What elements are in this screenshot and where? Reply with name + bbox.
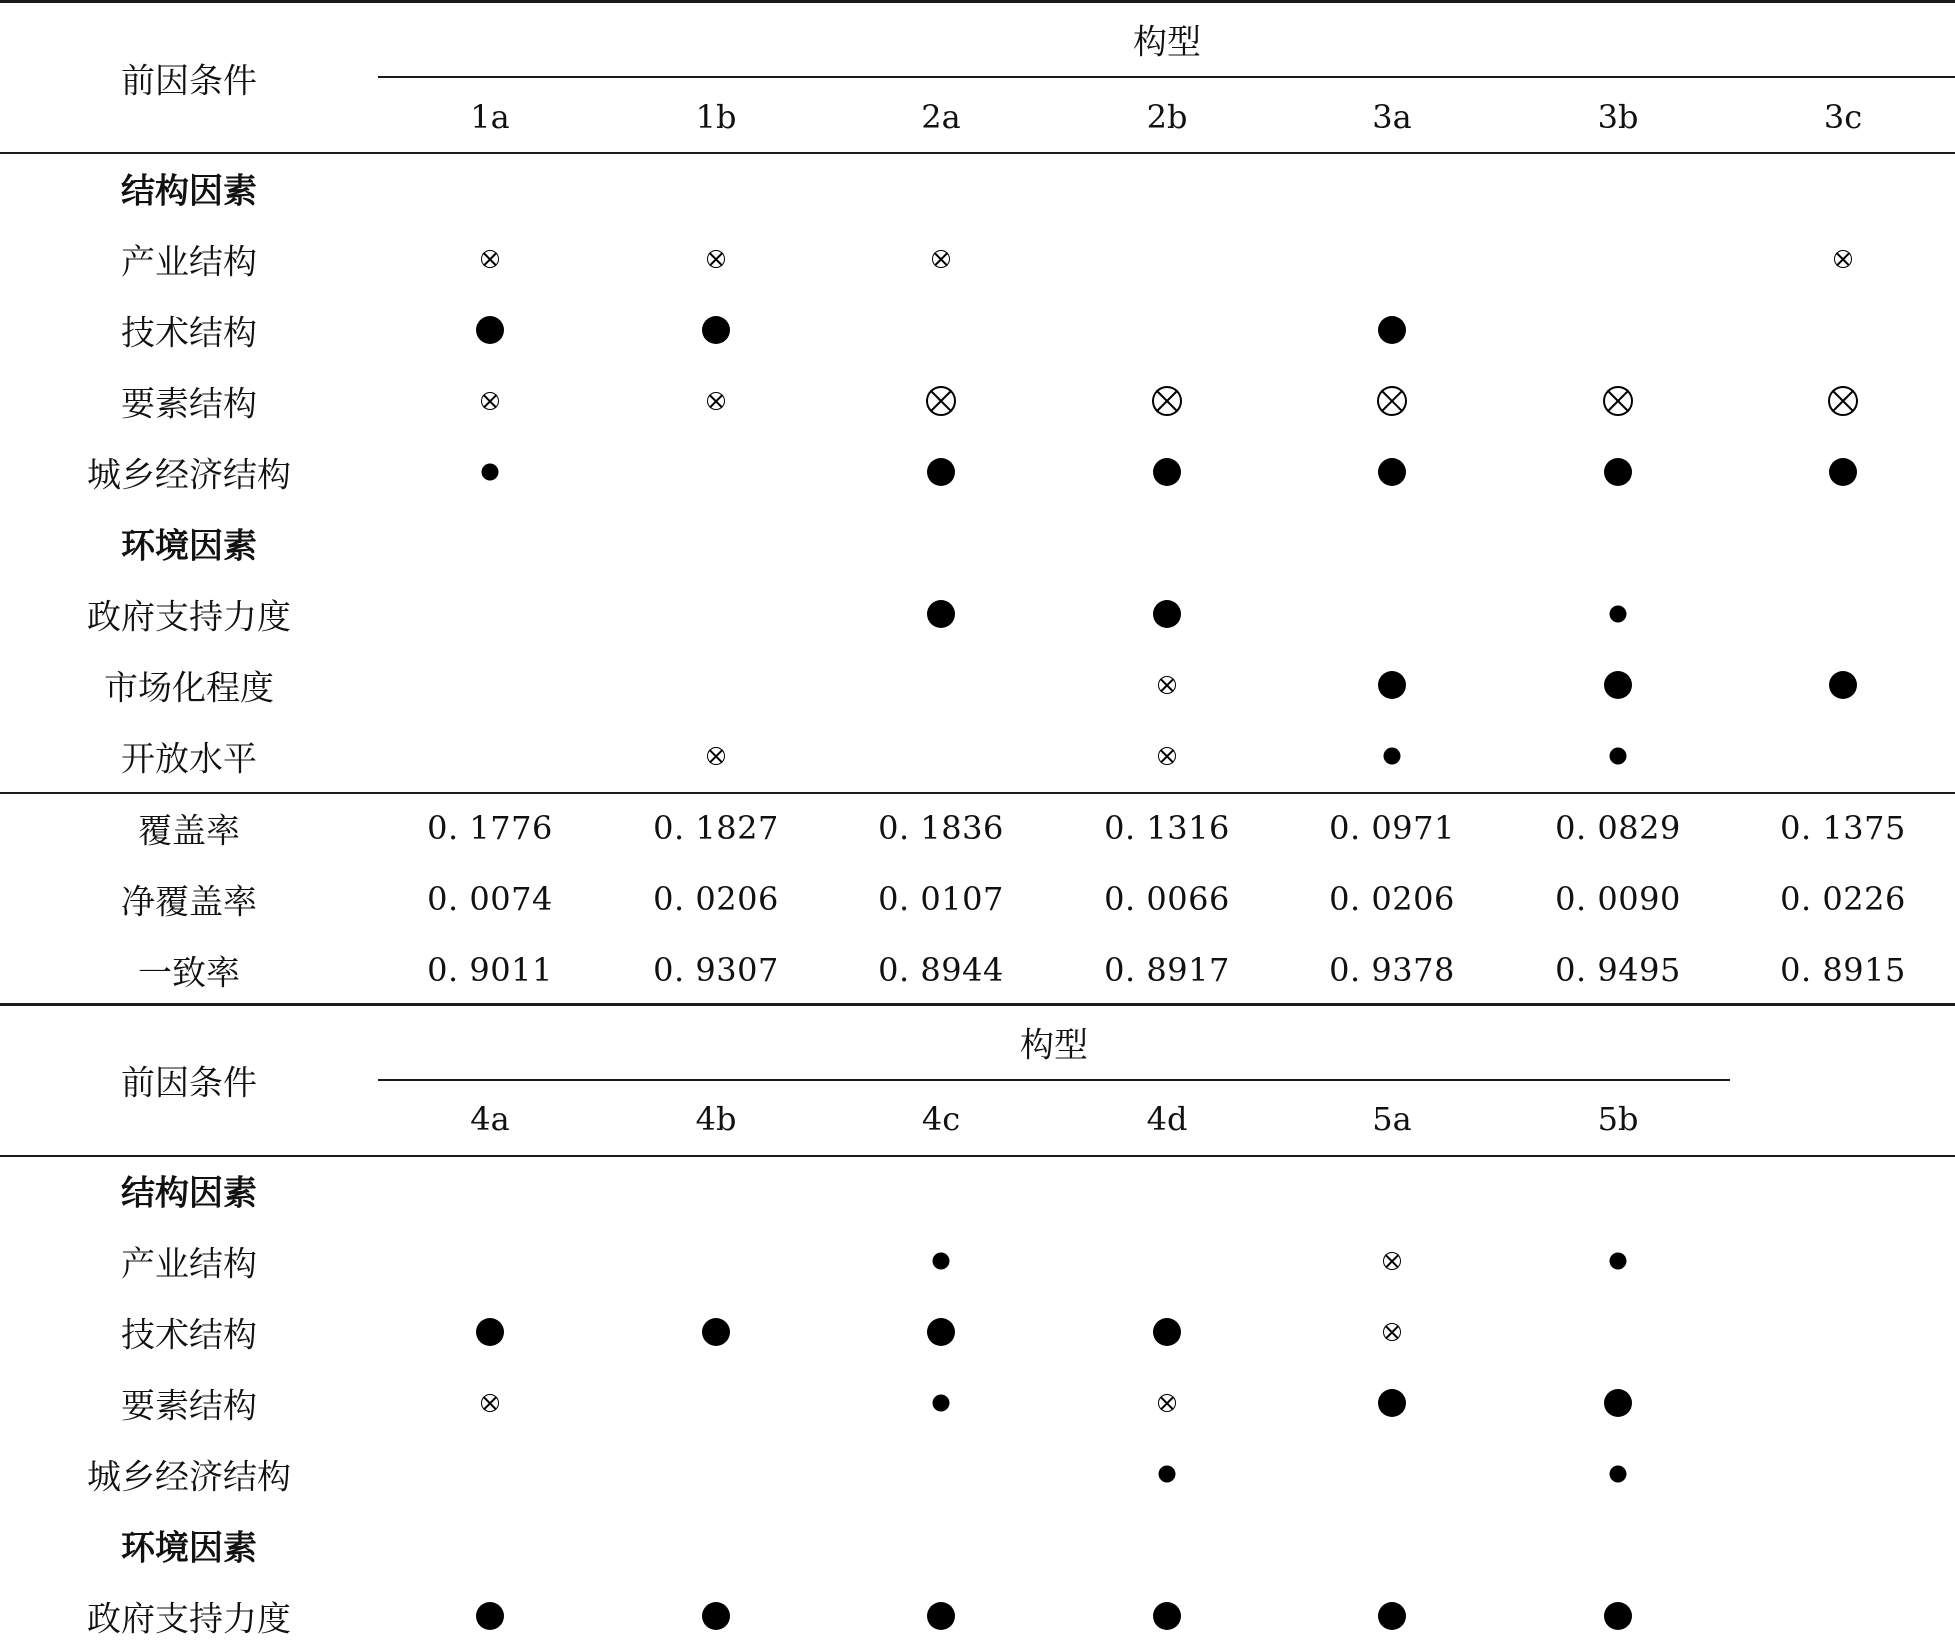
core-absent-icon bbox=[1828, 386, 1858, 416]
table1-col-2a: 2a bbox=[921, 98, 961, 136]
table1-group-rule bbox=[378, 76, 1955, 78]
table2-col-4b: 4b bbox=[695, 1100, 737, 1138]
core-absent-icon bbox=[926, 386, 956, 416]
section-heading: 环境因素 bbox=[121, 1528, 257, 1569]
peripheral-present-icon bbox=[1384, 748, 1401, 765]
stat-value: 0. 0107 bbox=[878, 880, 1004, 918]
core-present-icon bbox=[702, 1318, 730, 1346]
stat-value: 0. 0226 bbox=[1780, 880, 1906, 918]
table2-col-5b: 5b bbox=[1597, 1100, 1639, 1138]
stat-value: 0. 9495 bbox=[1555, 951, 1681, 989]
stat-value: 0. 1316 bbox=[1104, 809, 1230, 847]
table1-col-1a: 1a bbox=[470, 98, 510, 136]
stat-value: 0. 1827 bbox=[653, 809, 779, 847]
core-present-icon bbox=[927, 1318, 955, 1346]
table2-header-rule bbox=[0, 1155, 1955, 1157]
table2-col-4d: 4d bbox=[1146, 1100, 1188, 1138]
peripheral-present-icon bbox=[1610, 1253, 1627, 1270]
table1-col-3b: 3b bbox=[1597, 98, 1639, 136]
table1-col-3a: 3a bbox=[1372, 98, 1412, 136]
stat-value: 0. 8917 bbox=[1104, 951, 1230, 989]
peripheral-absent-icon bbox=[1158, 676, 1176, 694]
core-present-icon bbox=[927, 458, 955, 486]
peripheral-absent-icon bbox=[481, 250, 499, 268]
core-present-icon bbox=[1378, 316, 1406, 344]
core-absent-icon bbox=[1152, 386, 1182, 416]
core-present-icon bbox=[1604, 458, 1632, 486]
peripheral-absent-icon bbox=[481, 1394, 499, 1412]
table2-col-5a: 5a bbox=[1372, 1100, 1412, 1138]
condition-label: 政府支持力度 bbox=[87, 597, 291, 638]
core-present-icon bbox=[1153, 1318, 1181, 1346]
section-heading: 结构因素 bbox=[121, 171, 257, 212]
core-present-icon bbox=[927, 1602, 955, 1630]
core-present-icon bbox=[1378, 1389, 1406, 1417]
stat-value: 0. 0206 bbox=[653, 880, 779, 918]
core-present-icon bbox=[476, 316, 504, 344]
condition-label: 技术结构 bbox=[121, 313, 257, 354]
table1-bottom-rule bbox=[0, 1003, 1955, 1006]
stat-value: 0. 0090 bbox=[1555, 880, 1681, 918]
core-present-icon bbox=[476, 1318, 504, 1346]
stat-label: 一致率 bbox=[138, 953, 240, 994]
stat-value: 0. 1776 bbox=[427, 809, 553, 847]
stat-value: 0. 9378 bbox=[1329, 951, 1455, 989]
condition-label: 要素结构 bbox=[121, 384, 257, 425]
stat-value: 0. 9307 bbox=[653, 951, 779, 989]
peripheral-absent-icon bbox=[707, 747, 725, 765]
core-present-icon bbox=[1153, 1602, 1181, 1630]
table1-top-rule bbox=[0, 0, 1955, 3]
table1-col-2b: 2b bbox=[1146, 98, 1188, 136]
table2-header-label: 前因条件 bbox=[121, 1063, 257, 1104]
core-present-icon bbox=[702, 1602, 730, 1630]
core-absent-icon bbox=[1603, 386, 1633, 416]
stat-value: 0. 0829 bbox=[1555, 809, 1681, 847]
core-present-icon bbox=[927, 600, 955, 628]
table1-header-label: 前因条件 bbox=[121, 61, 257, 102]
table1-stats-rule bbox=[0, 792, 1955, 794]
table1-header-rule bbox=[0, 152, 1955, 154]
core-present-icon bbox=[702, 316, 730, 344]
core-present-icon bbox=[1604, 671, 1632, 699]
peripheral-present-icon bbox=[1610, 748, 1627, 765]
core-present-icon bbox=[1378, 671, 1406, 699]
table2-col-4c: 4c bbox=[921, 1100, 961, 1138]
peripheral-absent-icon bbox=[707, 250, 725, 268]
peripheral-absent-icon bbox=[932, 250, 950, 268]
peripheral-present-icon bbox=[933, 1395, 950, 1412]
stat-value: 0. 0066 bbox=[1104, 880, 1230, 918]
stat-value: 0. 8944 bbox=[878, 951, 1004, 989]
condition-label: 产业结构 bbox=[121, 242, 257, 283]
core-present-icon bbox=[1604, 1389, 1632, 1417]
peripheral-absent-icon bbox=[1158, 1394, 1176, 1412]
stat-label: 净覆盖率 bbox=[121, 882, 257, 923]
peripheral-present-icon bbox=[1159, 1466, 1176, 1483]
condition-label: 开放水平 bbox=[121, 739, 257, 780]
core-present-icon bbox=[1829, 671, 1857, 699]
core-present-icon bbox=[1829, 458, 1857, 486]
core-present-icon bbox=[1604, 1602, 1632, 1630]
peripheral-present-icon bbox=[1610, 606, 1627, 623]
table1-col-3c: 3c bbox=[1823, 98, 1863, 136]
peripheral-present-icon bbox=[1610, 1466, 1627, 1483]
core-present-icon bbox=[1378, 1602, 1406, 1630]
condition-label: 城乡经济结构 bbox=[87, 455, 291, 496]
condition-label: 要素结构 bbox=[121, 1386, 257, 1427]
core-absent-icon bbox=[1377, 386, 1407, 416]
peripheral-absent-icon bbox=[1383, 1323, 1401, 1341]
condition-label: 技术结构 bbox=[121, 1315, 257, 1356]
table2-group-rule bbox=[378, 1079, 1730, 1081]
core-present-icon bbox=[1153, 600, 1181, 628]
stat-value: 0. 0206 bbox=[1329, 880, 1455, 918]
peripheral-absent-icon bbox=[1383, 1252, 1401, 1270]
core-present-icon bbox=[1378, 458, 1406, 486]
peripheral-present-icon bbox=[933, 1253, 950, 1270]
stat-label: 覆盖率 bbox=[138, 811, 240, 852]
table1-group-header: 构型 bbox=[1133, 22, 1201, 63]
condition-label: 政府支持力度 bbox=[87, 1599, 291, 1640]
stat-value: 0. 0074 bbox=[427, 880, 553, 918]
peripheral-present-icon bbox=[482, 464, 499, 481]
core-present-icon bbox=[1153, 458, 1181, 486]
peripheral-absent-icon bbox=[1834, 250, 1852, 268]
peripheral-absent-icon bbox=[707, 392, 725, 410]
table2-col-4a: 4a bbox=[470, 1100, 510, 1138]
core-present-icon bbox=[476, 1602, 504, 1630]
stat-value: 0. 8915 bbox=[1780, 951, 1906, 989]
peripheral-absent-icon bbox=[481, 392, 499, 410]
stat-value: 0. 9011 bbox=[427, 951, 553, 989]
table1-col-1b: 1b bbox=[695, 98, 737, 136]
section-heading: 环境因素 bbox=[121, 526, 257, 567]
stat-value: 0. 1836 bbox=[878, 809, 1004, 847]
condition-label: 城乡经济结构 bbox=[87, 1457, 291, 1498]
peripheral-absent-icon bbox=[1158, 747, 1176, 765]
condition-label: 产业结构 bbox=[121, 1244, 257, 1285]
stat-value: 0. 1375 bbox=[1780, 809, 1906, 847]
condition-label: 市场化程度 bbox=[104, 668, 274, 709]
section-heading: 结构因素 bbox=[121, 1173, 257, 1214]
stat-value: 0. 0971 bbox=[1329, 809, 1455, 847]
table2-group-header: 构型 bbox=[1020, 1025, 1088, 1066]
